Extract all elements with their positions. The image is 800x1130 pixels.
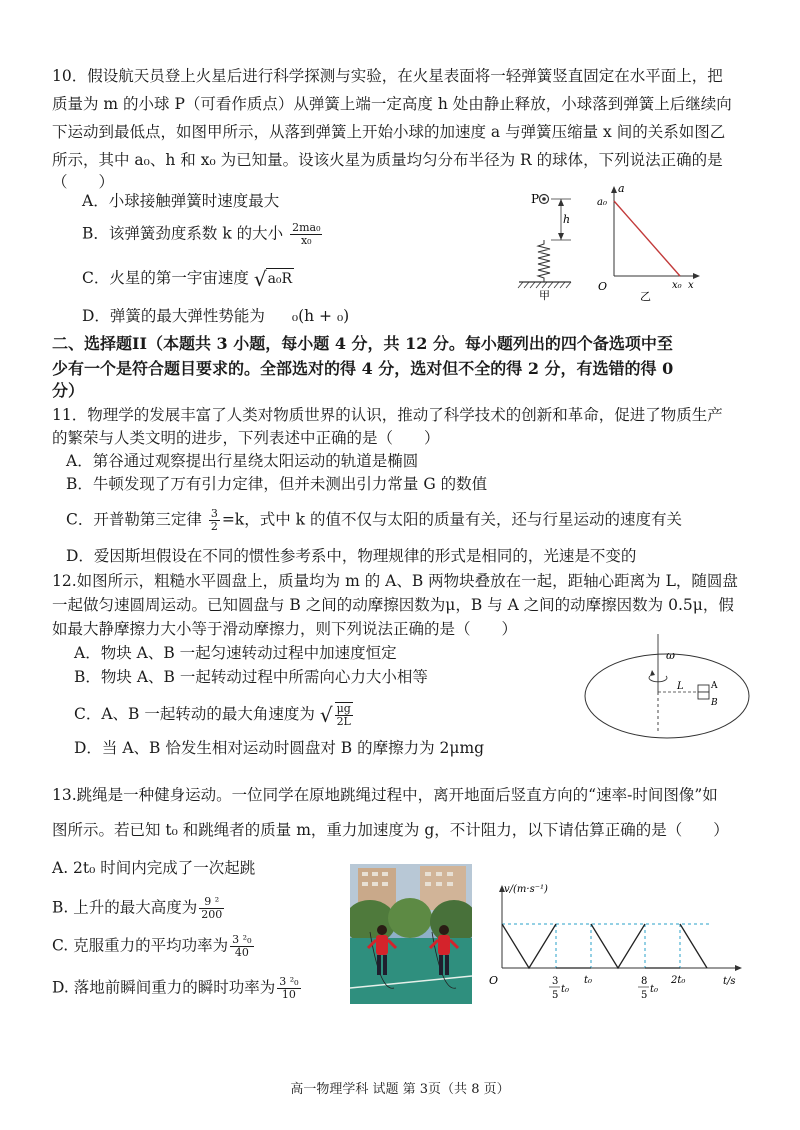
q13-option-b-text: B. 上升的最大高度为 xyxy=(52,898,198,917)
q11-line-2: 的繁荣与人类文明的进步，下列表述中正确的是（ ） xyxy=(52,429,440,447)
q12-option-c-num: μg xyxy=(335,703,353,716)
t-axis-label: t/s xyxy=(723,976,736,987)
t3-den: 5 xyxy=(641,990,648,1001)
a0-label: a₀ xyxy=(597,197,607,208)
section-2-line-3: 分） xyxy=(52,381,85,400)
q13-option-d-num: 3 ²₀ xyxy=(279,975,299,988)
q13-option-b-fraction xyxy=(199,896,224,921)
q13-option-c-den: 40 xyxy=(234,946,249,959)
q10-option-b xyxy=(82,222,324,247)
q10-option-b-fraction xyxy=(290,222,322,247)
section-2-line-2: 少有一个是符合题目要求的。全部选对的得 4 分，选对但不全的得 2 分，有选错的得 0 xyxy=(52,359,674,378)
ground-hatch xyxy=(518,282,571,288)
h-arrow-up xyxy=(558,199,564,206)
ball-center xyxy=(542,197,546,201)
t-axis-arrow xyxy=(735,965,742,971)
q13-option-a: A. 2t₀ 时间内完成了一次起跳 xyxy=(52,859,256,877)
q11-option-b: B．牛顿发现了万有引力定律，但并未测出引力常量 G 的数值 xyxy=(66,475,488,493)
q13-option-b-num: 9 ² xyxy=(199,896,224,909)
q12-option-c-text: C．A、B 一起转动的最大角速度为 xyxy=(74,705,315,723)
radical-sign: √ xyxy=(253,267,267,291)
q12-line-3: 如最大静摩擦力大小等于滑动摩擦力，则下列说法正确的是（ ） xyxy=(52,620,518,638)
disc-outline xyxy=(585,654,749,738)
q10-figure-jia xyxy=(505,182,590,302)
L-label: L xyxy=(677,681,684,692)
q10-option-b-den: x₀ xyxy=(300,234,312,247)
t1-den: 5 xyxy=(552,990,559,1001)
q10-option-a: A．小球接触弹簧时速度最大 xyxy=(82,192,280,210)
q10-line-4: 所示，其中 a₀、h 和 x₀ 为已知量。设该火星为质量均匀分布半径为 R 的球体，下列说法正确的是 xyxy=(52,151,723,169)
speed-segment-2 xyxy=(591,924,645,968)
jump-rope-photo-illustration xyxy=(350,864,472,1004)
block-a-label: A xyxy=(711,681,718,691)
v-axis-label: v/(m·s⁻¹) xyxy=(504,884,548,895)
q12-option-c xyxy=(74,702,355,728)
q11-option-c-fraction xyxy=(209,508,220,533)
q12-option-d: D．当 A、B 恰发生相对运动时圆盘对 B 的摩擦力为 2μmg xyxy=(74,739,485,757)
q10-line-5: （ ） xyxy=(52,173,115,191)
q10-option-d-text: D．弹簧的最大弹性势能为 xyxy=(82,307,265,325)
q13-option-c xyxy=(52,934,256,959)
q12-line-2: 一起做匀速圆周运动。已知圆盘与 B 之间的动摩擦因数为μ，B 与 A 之间的动摩擦因数为 0.5μ，假 xyxy=(52,596,734,614)
q13-line-1: 13.跳绳是一种健身运动。一位同学在原地跳绳过程中，离开地面后竖直方向的“速率-时间图像”如 xyxy=(52,786,718,804)
block-b xyxy=(698,692,709,699)
section-2-line-1: 二、选择题II（本题共 3 小题，每小题 4 分，共 12 分。每小题列出的四个备选项中至 xyxy=(52,334,673,353)
q12-option-c-den: 2L xyxy=(336,715,351,728)
q13-line-2: 图所示。若已知 t₀ 和跳绳者的质量 m，重力加速度为 g，不计阻力，以下请估算正确的是（ ） xyxy=(52,821,729,839)
q13-velocity-time-graph xyxy=(485,880,755,1015)
t3-t: t₀ xyxy=(650,984,659,995)
q10-option-c-radicand: a₀R xyxy=(266,268,295,289)
x-axis-arrow xyxy=(693,273,700,279)
q12-option-a: A．物块 A、B 一起匀速转动过程中加速度恒定 xyxy=(74,644,397,662)
q12-line-1: 12.如图所示，粗糙水平圆盘上，质量均为 m 的 A、B 两物块叠放在一起，距轴心距离为 L，随圆盘 xyxy=(52,572,738,590)
rotation-arrowhead xyxy=(650,670,655,676)
q13-option-c-fraction xyxy=(230,934,253,959)
omega-label: ω xyxy=(666,649,675,662)
q11-option-c-text: C．开普勒第三定律 xyxy=(66,510,202,529)
q12-option-b: B．物块 A、B 一起转动过程中所需向心力大小相等 xyxy=(74,668,428,686)
q10-line-2: 质量为 m 的小球 P（可看作质点）从弹簧上端一定高度 h 处由静止释放，小球落到弹簧上后继续向 xyxy=(52,95,732,113)
origin-label: O xyxy=(598,280,608,293)
speed-segment-1 xyxy=(502,924,556,968)
q11-line-1: 11．物理学的发展丰富了人类对物质世界的认识，推动了科学技术的创新和革命，促进了物质生产 xyxy=(52,406,723,424)
time-dashed-lines xyxy=(556,924,680,968)
h-arrow-down xyxy=(558,233,564,240)
t1-num: 3 xyxy=(552,976,559,987)
q11-option-a: A．第谷通过观察提出行星绕太阳运动的轨道是椭圆 xyxy=(66,452,419,470)
q10-option-d-expr: ₀(h + ₀) xyxy=(291,307,350,325)
q11-option-d: D．爱因斯坦假设在不同的惯性参考系中，物理规律的形式是相同的，光速是不变的 xyxy=(66,547,637,565)
q13-option-d-fraction xyxy=(277,976,300,1001)
q13-option-c-num: 3 ²₀ xyxy=(232,933,252,946)
t3-num: 8 xyxy=(641,976,648,987)
t1-t: t₀ xyxy=(561,984,570,995)
x0-label: x₀ xyxy=(672,280,682,291)
q10-option-b-text: B．该弹簧劲度系数 k 的大小 xyxy=(82,224,284,243)
block-b-label: B xyxy=(711,698,718,708)
q10-figure-yi xyxy=(594,182,704,302)
t2-label: t₀ xyxy=(584,975,593,986)
ball-p-label: P xyxy=(531,192,540,206)
q13-option-b xyxy=(52,896,226,921)
q13-option-d-den: 10 xyxy=(281,988,296,1001)
q11-option-c-den: 2 xyxy=(210,520,218,533)
q12-turntable-figure xyxy=(580,630,755,760)
q11-option-c xyxy=(66,508,682,533)
a-axis-arrow xyxy=(611,186,617,193)
yi-label: 乙 xyxy=(640,290,651,302)
h-label: h xyxy=(563,213,571,226)
a-x-graph-line xyxy=(614,201,680,276)
q10-option-c-text: C．火星的第一宇宙速度 xyxy=(82,269,249,287)
jump-rope-photo xyxy=(350,864,472,1004)
a-axis-label: a xyxy=(618,182,625,195)
q13-option-b-den: 200 xyxy=(201,908,223,921)
q11-option-c-rest: =k，式中 k 的值不仅与太阳的质量有关，还与行星运动的速度有关 xyxy=(221,510,682,529)
q10-option-b-num: 2ma₀ xyxy=(292,221,321,234)
t4-label: 2t₀ xyxy=(671,975,686,986)
block-a xyxy=(698,685,709,692)
q13-option-c-text: C. 克服重力的平均功率为 xyxy=(52,936,229,955)
q10-option-c xyxy=(82,268,294,289)
q10-line-3: 下运动到最低点，如图甲所示，从落到弹簧上开始小球的加速度 a 与弹簧压缩量 x 间的关系如图乙 xyxy=(52,123,726,141)
x-axis-label: x xyxy=(688,280,694,291)
q11-option-c-num: 3 xyxy=(210,507,218,520)
q10-line-1: 10．假设航天员登上火星后进行科学探测与实验，在火星表面将一轻弹簧竖直固定在水平面上，把 xyxy=(52,67,723,85)
spring-icon xyxy=(538,240,550,282)
radical-sign: √ xyxy=(319,703,333,727)
graph-origin-label: O xyxy=(489,974,499,987)
q10-option-d xyxy=(82,306,349,326)
q13-option-d xyxy=(52,976,303,1001)
jia-label: 甲 xyxy=(539,289,550,302)
q13-option-d-text: D. 落地前瞬间重力的瞬时功率为 xyxy=(52,978,276,997)
q12-option-c-fraction xyxy=(335,702,353,728)
speed-segment-3 xyxy=(680,924,707,968)
page-footer: 高一物理学科 试题 第 3页（共 8 页） xyxy=(290,1082,510,1097)
